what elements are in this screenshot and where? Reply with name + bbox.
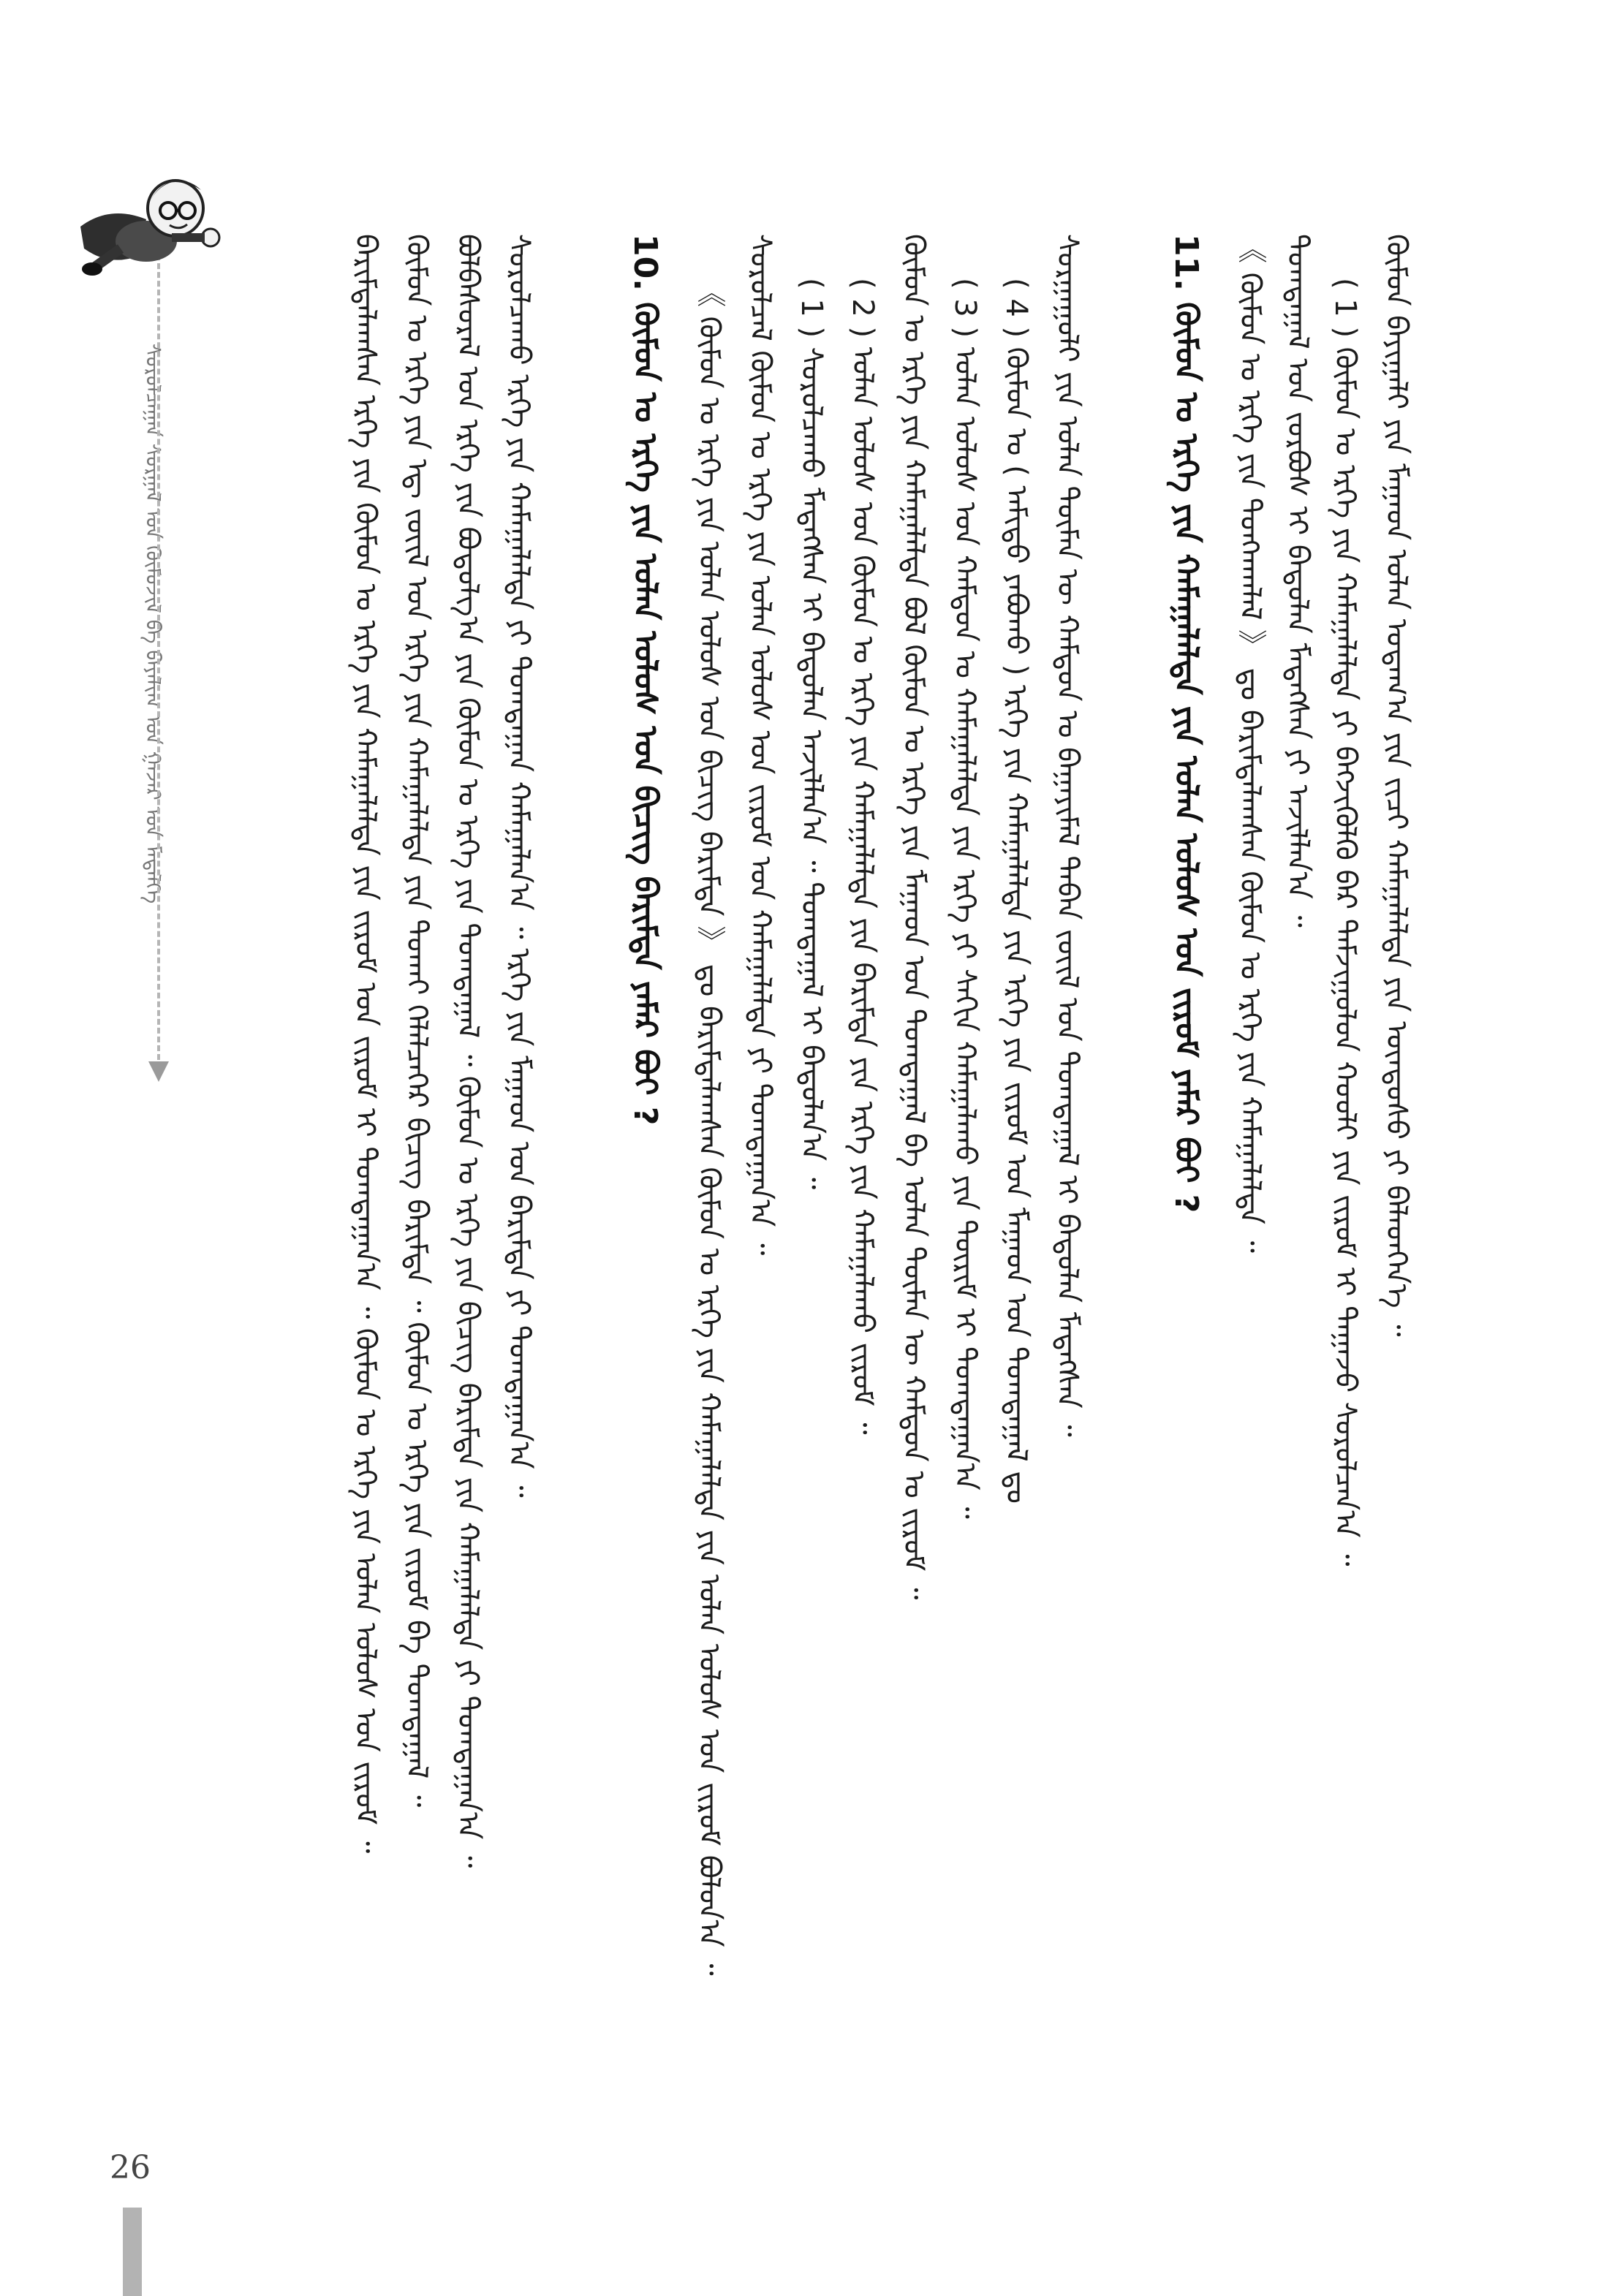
text-column: ᠰᠤᠷᠭᠠᠭᠤᠯᠢ ᠶᠢᠨ ᠤᠯᠠᠨ ᠲᠦᠮᠡᠨ ᠦ ᠬᠠᠮᠲᠤᠨ ᠤ ᠪᠠᠭᠠᠶᠢᠮᠠᠯ ᠲᠠᠪᠠᠨ ᠵᠦᠢᠯ ᠤᠨ ᠲᠣᠭᠲᠠᠭᠠᠯ ᠢ ᠪᠠᠲᠤᠯᠠᠨ ᠮᠡᠳᠡᠭᠰᠡᠨ ᠃ [1051, 234, 1084, 1437]
page-number: 26 [110, 2149, 151, 2186]
section-heading-11: 11. ᠬᠦᠮᠦᠨ ᠤ ᠡᠷᠬᠡ ᠶᠢᠨ ᠬᠠᠮᠠᠭᠠᠯᠠᠯᠲᠠ ᠶᠢᠨ ᠣᠯᠠᠨ ᠤᠯᠤᠰ ᠤᠨ ᠵᠢᠷᠤᠮ ᠶᠠᠮᠠᠷ ᠪᠤᠢ ? [1168, 234, 1205, 1213]
text-column: 《 ᠬᠦᠮᠦᠨ ᠤ ᠡᠷᠬᠡ ᠶᠢᠨ ᠤᠯᠠᠨ ᠤᠯᠤᠰ ᠤᠨ ᠪᠢᠴᠢᠭ ᠪᠠᠷᠢᠮᠲᠠ 》 ᠳᠤ ᠪᠠᠷᠢᠮᠲᠠᠯᠠᠭᠰᠠᠨ ᠬᠦᠮᠦᠨ ᠤ ᠡᠷᠬᠡ ᠶᠢᠨ ᠬᠠᠮᠠᠭᠠᠯᠠᠯᠲᠠ ᠶᠢᠨ ᠣᠯᠠᠨ ᠤᠯᠤᠰ ᠤᠨ ᠵᠢᠷᠤᠮ ᠪᠣᠯᠤᠨ᠎ᠠ ᠃ [692, 278, 726, 1976]
text-column: ( 1 ) ᠬᠦᠮᠦᠨ ᠤ ᠡᠷᠬᠡ ᠶᠢᠨ ᠬᠠᠮᠠᠭᠠᠯᠠᠯᠲᠠ ᠶᠢ ᠪᠡᠬᠵᠢᠭᠦᠯᠬᠦ ᠪᠡᠷ ᠳᠠᠮᠵᠢᠭᠤᠯᠤᠨ ᠬᠤᠤᠯᠢ ᠶᠢᠨ ᠵᠢᠷᠤᠮ ᠢ ᠳᠠᠭᠠᠵᠤ ᠰᠤᠷᠤᠯᠴᠠᠨ᠎ᠠ ᠃ [1328, 278, 1362, 1566]
mascot-illustration [66, 139, 227, 285]
triangle-arrow-icon [148, 1061, 169, 1082]
text-column: ᠪᠠᠷᠢᠮᠲᠠᠯᠠᠭᠰᠠᠨ ᠡᠷᠬᠡ ᠶᠢᠨ ᠬᠦᠮᠦᠨ ᠤ ᠡᠷᠬᠡ ᠶᠢᠨ ᠬᠠᠮᠠᠭᠠᠯᠠᠯᠲᠠ ᠶᠢᠨ ᠵᠢᠷᠤᠮ ᠤᠨ ᠵᠢᠷᠤᠮ ᠢ ᠲᠣᠭᠲᠠᠭᠠᠨ᠎ᠠ ᠃ ᠬᠦᠮᠦᠨ ᠤ ᠡᠷᠬᠡ ᠶᠢᠨ ᠤᠯᠠᠨ ᠤᠯᠤᠰ ᠤᠨ ᠵᠢᠷᠤᠮ ᠃ [349, 234, 382, 1854]
text-column: ( 1 ) ᠰᠤᠷᠤᠯᠴᠠᠬᠤ ᠮᠡᠳᠡᠭᠰᠡᠨ ᠢ ᠪᠠᠲᠤᠯᠠᠨ ᠠᠵᠢᠯᠯᠠᠨ᠎ᠠ ᠃ ᠲᠣᠭᠲᠠᠭᠠᠯ ᠢ ᠪᠠᠲᠤᠯᠠᠨ᠎ᠠ ᠃ [795, 278, 828, 1190]
text-column: ( 3 ) ᠤᠯᠠᠨ ᠤᠯᠤᠰ ᠤᠨ ᠬᠠᠮᠲᠤᠨ ᠤ ᠬᠠᠮᠠᠭᠠᠯᠠᠯᠲᠠ ᠶᠢᠨ ᠡᠷᠬᠡ ᠶᠢ ᠰᠠᠬᠢᠨ ᠬᠠᠮᠠᠭᠠᠯᠠᠬᠤ ᠶᠢᠨ ᠳᠦᠷᠢᠮ ᠢ ᠲᠣᠭᠲᠠᠭᠠᠨ᠎ᠠ ᠃ [948, 278, 982, 1519]
text-column: ( 4 ) ᠬᠦᠮᠦᠨ ᠤ ( ᠠᠮᠢᠳᠤ ᠶᠠᠪᠤᠬᠤ ) ᠡᠷᠬᠡ ᠶᠢᠨ ᠬᠠᠮᠠᠭᠠᠯᠠᠯᠲᠠ ᠶᠢᠨ ᠡᠷᠬᠡ ᠶᠢᠨ ᠵᠢᠷᠤᠮ ᠤᠨ ᠮᠠᠭᠠᠳ ᠤᠨ ᠲᠣᠭᠲᠠᠭᠠᠯ ᠳᠤ [999, 278, 1033, 1504]
text-column: ( 2 ) ᠤᠯᠠᠨ ᠤᠯᠤᠰ ᠤᠨ ᠬᠦᠮᠦᠨ ᠤ ᠡᠷᠬᠡ ᠶᠢᠨ ᠬᠠᠮᠠᠭᠠᠯᠠᠯᠲᠠ ᠶᠢᠨ ᠪᠠᠷᠢᠮᠲᠠ ᠶᠢᠨ ᠡᠷᠬᠡ ᠶᠢᠨ ᠬᠠᠮᠠᠭᠠᠯᠠᠬᠤ ᠵᠢᠷᠤᠮ ᠃ [846, 278, 879, 1435]
text-column: 《 ᠬᠦᠮᠦᠨ ᠤ ᠡᠷᠬᠡ ᠶᠢᠨ ᠲᠤᠩᠬᠠᠭᠯᠠᠯ 》 ᠳᠤ ᠪᠠᠷᠢᠮᠲᠠᠯᠠᠭᠰᠠᠨ ᠬᠦᠮᠦᠨ ᠤ ᠡᠷᠬᠡ ᠶᠢᠨ ᠬᠠᠮᠠᠭᠠᠯᠠᠯᠲᠠ ᠃ [1233, 234, 1267, 1253]
text-column: ᠬᠦᠮᠦᠨ ᠤ ᠡᠷᠬᠡ ᠶᠢᠨ ᠬᠠᠮᠠᠭᠠᠯᠠᠯᠲᠠ ᠪᠣᠯ ᠬᠦᠮᠦᠨ ᠤ ᠡᠷᠬᠡ ᠶᠢᠨ ᠮᠠᠭᠠᠳ ᠤᠨ ᠲᠣᠭᠲᠠᠭᠠᠯ ᠪᠠ ᠤᠯᠠᠨ ᠲᠦᠮᠡᠨ ᠦ ᠬᠠᠮᠲᠤᠨ ᠤ ᠵᠢᠷᠤᠮ ᠃ [897, 234, 931, 1600]
text-column: ᠬᠦᠮᠦᠨ ᠪᠠᠶᠢᠭᠠᠯᠢ ᠶᠢᠨ ᠮᠠᠭᠠᠳ ᠤᠯᠠᠨ ᠤᠳᠠᠭ᠎ᠠ ᠶᠢᠨ ᠵᠢᠴᠢ ᠬᠠᠮᠠᠭᠠᠯᠠᠯᠲᠠ ᠶᠢᠨ ᠦᠨᠳᠦᠰᠦ ᠶᠢ ᠪᠡᠯᠡᠳᠬᠡᠨ᠎ᠡ ᠃ [1380, 234, 1413, 1337]
header-dashed-rule [157, 219, 160, 1060]
text-column: ᠰᠤᠷᠤᠯᠴᠠᠬᠤ ᠡᠷᠬᠡ ᠶᠢᠨ ᠬᠠᠮᠠᠭᠠᠯᠠᠯᠲᠠ ᠶᠢ ᠲᠣᠭᠲᠠᠭᠠᠨ ᠬᠠᠮᠠᠭᠠᠯᠠᠨ᠎ᠠ ᠃ ᠡᠷᠬᠡ ᠶᠢᠨ ᠮᠠᠭᠠᠳ ᠤᠨ ᠪᠠᠷᠢᠮᠲᠠ ᠶᠢ ᠲᠣᠭᠲᠠᠭᠠᠨ᠎ᠠ ᠃ [502, 234, 536, 1498]
text-column: ᠬᠦᠮᠦᠨ ᠤ ᠡᠷᠬᠡ ᠶᠢᠨ ᠡᠳ᠋ ᠵᠦᠢᠯ ᠤᠨ ᠡᠷᠬᠡ ᠶᠢᠨ ᠬᠠᠮᠠᠭᠠᠯᠠᠯᠲᠠ ᠶᠢᠨ ᠲᠤᠬᠠᠢ ᠬᠡᠯᠡᠯᠴᠡᠭᠡᠷ ᠪᠢᠴᠢᠭ ᠪᠠᠷᠢᠮᠲᠠ ᠃ ᠬᠦᠮᠦᠨ ᠤ ᠡᠷᠬᠡ ᠶᠢᠨ ᠵᠢᠷᠤᠮ ᠪᠠ ᠲᠣᠭᠲᠠᠭᠠᠯ ᠃ [400, 234, 434, 1808]
running-header: ᠰᠤᠷᠤᠯᠴᠠᠭᠠᠨ ᠰᠤᠷᠭᠠᠯ ᠤᠨ ᠬᠦᠮᠦᠵᠢᠯ ᠪᠠ ᠪᠠᠶᠠᠯᠢᠭ ᠤᠨ ᠭᠠᠵᠠᠷ ᠤᠨ ᠮᠡᠳᠡᠯᠭᠡ [141, 344, 165, 904]
section-heading-10: 10. ᠬᠦᠮᠦᠨ ᠤ ᠡᠷᠬᠡ ᠶᠢᠨ ᠣᠯᠠᠨ ᠤᠯᠤᠰ ᠤᠨ ᠪᠢᠴᠢᠭ ᠪᠠᠷᠢᠮᠲᠠ ᠶᠠᠮᠠᠷ ᠪᠤᠢ ? [627, 234, 664, 1126]
page-tab-bar [123, 2208, 142, 2296]
text-column: ᠲᠣᠭᠲᠠᠭᠠᠯ ᠤᠨ ᠵᠤᠷᠪᠤᠰ ᠢ ᠪᠠᠲᠤᠯᠠᠨ ᠮᠡᠳᠡᠭᠰᠡᠨ ᠶᠢ ᠠᠵᠢᠯᠯᠠᠨ᠎ᠠ ᠃ [1281, 234, 1314, 928]
text-column: ᠪᠣᠯᠪᠠᠰᠤᠷᠠᠯ ᠤᠨ ᠡᠷᠬᠡ ᠶᠢᠨ ᠪᠣᠳᠤᠯᠭ᠎ᠠ ᠶᠢᠨ ᠬᠦᠮᠦᠨ ᠤ ᠡᠷᠬᠡ ᠶᠢᠨ ᠲᠣᠭᠲᠠᠭᠠᠯ ᠃ ᠬᠦᠮᠦᠨ ᠤ ᠡᠷᠬᠡ ᠶᠢᠨ ᠪᠢᠴᠢᠭ ᠪᠠᠷᠢᠮᠲᠠ ᠶᠢᠨ ᠬᠠᠮᠠᠭᠠᠯᠠᠯᠲᠠ ᠶᠢ ᠲᠣᠭᠲᠠᠭᠠᠨ᠎ᠠ ᠃ [451, 234, 485, 1868]
text-column: ᠰᠤᠷᠤᠯᠴᠠᠯ ᠬᠦᠮᠦᠨ ᠤ ᠡᠷᠬᠡ ᠶᠢᠨ ᠤᠯᠠᠨ ᠤᠯᠤᠰ ᠤᠨ ᠵᠢᠷᠤᠮ ᠤᠨ ᠬᠠᠮᠠᠭᠠᠯᠠᠯᠲᠠ ᠶᠢ ᠲᠣᠭᠲᠠᠭᠠᠨ᠎ᠠ ᠃ [744, 234, 777, 1256]
